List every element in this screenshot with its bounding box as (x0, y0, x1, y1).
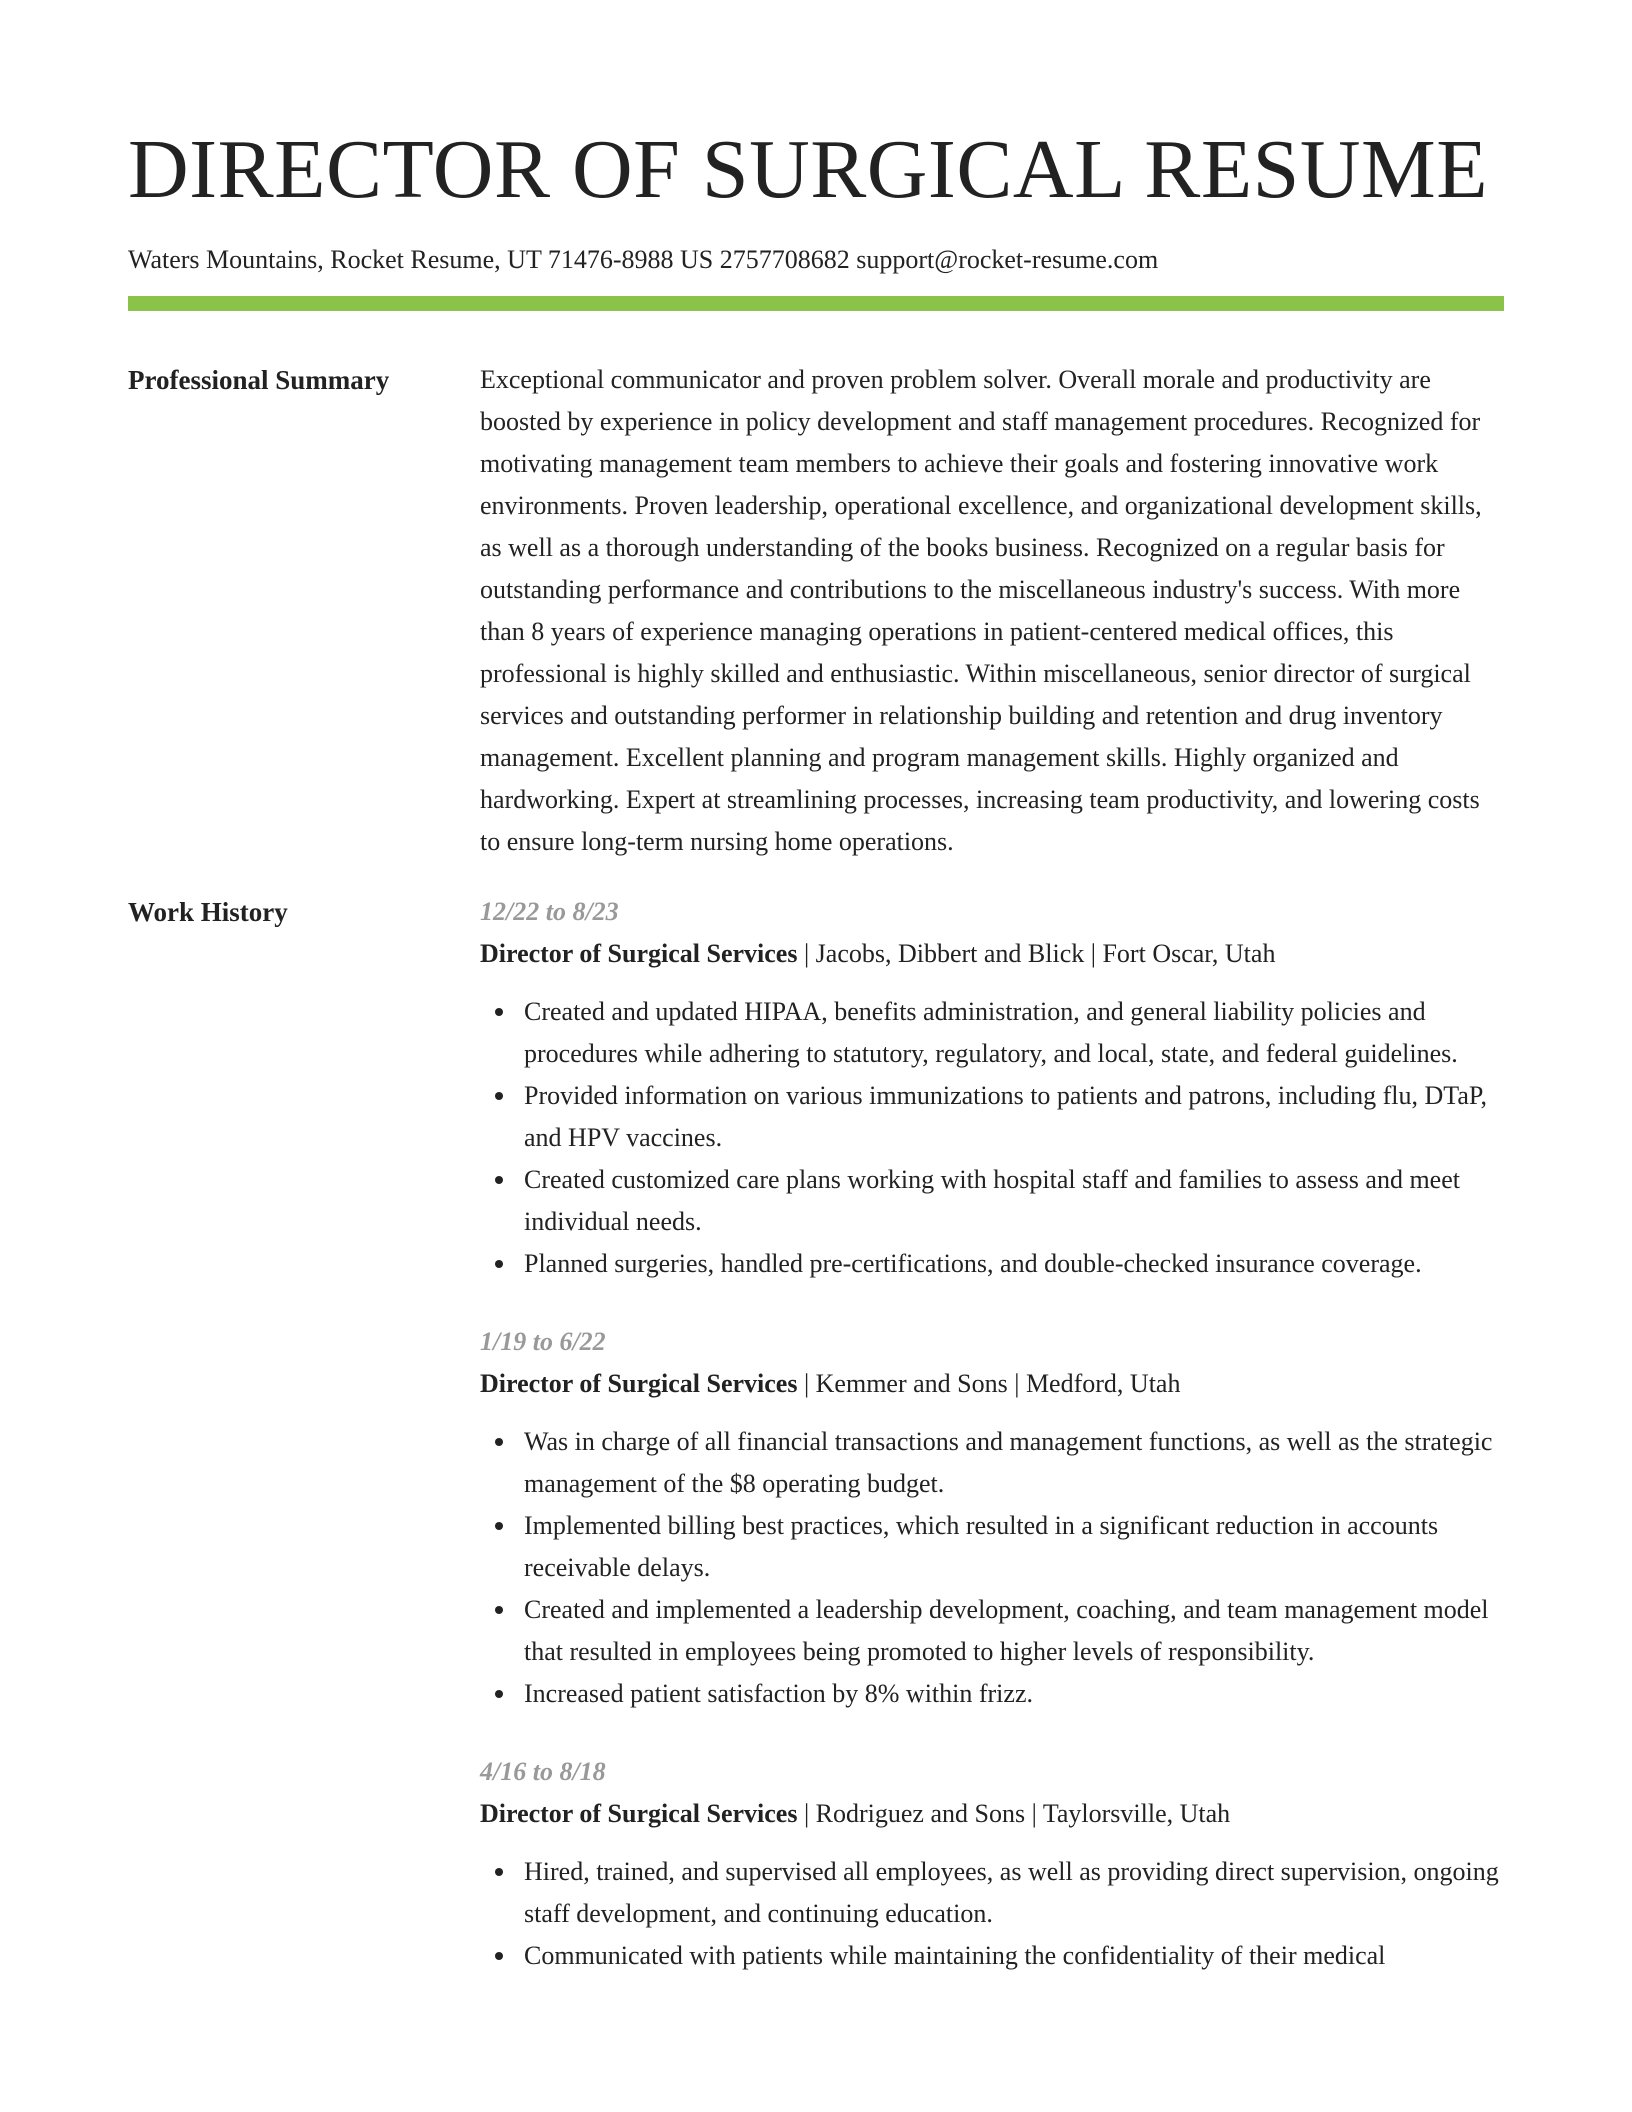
job-bullet-list (480, 1421, 1504, 1715)
job-bullet: Hired, trained, and supervised all employees, as well as providing direct supervision, ongoing staff development, and continuing education. (524, 1851, 1504, 1935)
job-employer-location: | Kemmer and Sons | Medford, Utah (797, 1369, 1181, 1398)
job-bullet-list (480, 1851, 1504, 1977)
job-bullet-list (480, 991, 1504, 1285)
job-bullet: Implemented billing best practices, which resulted in a significant reduction in accounts receivable delays. (524, 1505, 1504, 1589)
header-divider (128, 296, 1504, 311)
job-heading (480, 1793, 1504, 1835)
job-heading (480, 933, 1504, 975)
job-title: Director of Surgical Services (480, 1799, 798, 1828)
work-history-body (480, 891, 1504, 2013)
section-label-work: Work History (128, 897, 288, 927)
job-title: Director of Surgical Services (480, 1369, 798, 1398)
job-heading (480, 1363, 1504, 1405)
job-dates: 12/22 to 8/23 (480, 897, 619, 926)
job-entry (480, 1751, 1504, 1977)
job-bullet: Created and updated HIPAA, benefits administration, and general liability policies and procedures while adhering to statutory, regulatory, and local, state, and federal guidelines. (524, 991, 1504, 1075)
job-bullet: Planned surgeries, handled pre-certifications, and double-checked insurance coverage. (524, 1243, 1504, 1285)
resume-page (128, 0, 1504, 2013)
job-bullet: Communicated with patients while maintaining the confidentiality of their medical (524, 1935, 1504, 1977)
job-title: Director of Surgical Services (480, 939, 798, 968)
job-bullet: Provided information on various immunizations to patients and patrons, including flu, DTaP, and HPV vaccines. (524, 1075, 1504, 1159)
professional-summary-section (128, 359, 1504, 863)
job-dates: 4/16 to 8/18 (480, 1757, 606, 1786)
summary-text: Exceptional communicator and proven problem solver. Overall morale and productivity are boosted by experience in policy development and staff management procedures. Recognized for motivating management team members to achieve their goals and fostering innovative work environments. Proven leadership, operational excellence, and organizational development skills, as well as a thorough understanding of the books business. Recognized on a regular basis for outstanding performance and contributions to the miscellaneous industry's success. With more than 8 years of experience managing operations in patient-centered medical offices, this professional is highly skilled and enthusiastic. Within miscellaneous, senior director of surgical services and outstanding performer in relationship building and retention and drug inventory management. Excellent planning and program management skills. Highly organized and hardworking. Expert at streamlining processes, increasing team productivity, and lowering costs to ensure long-term nursing home operations. (480, 365, 1482, 856)
contact-info: Waters Mountains, Rocket Resume, UT 71476-8988 US 2757708682 support@rocket-resume.com (128, 245, 1159, 274)
work-history-section (128, 891, 1504, 2013)
summary-body (480, 359, 1504, 863)
job-bullet: Created customized care plans working with hospital staff and families to assess and meet individual needs. (524, 1159, 1504, 1243)
job-dates: 1/19 to 6/22 (480, 1327, 606, 1356)
job-entry (480, 891, 1504, 1285)
job-entry (480, 1321, 1504, 1715)
job-bullet: Was in charge of all financial transactions and management functions, as well as the strategic management of the $8 operating budget. (524, 1421, 1504, 1505)
job-employer-location: | Rodriguez and Sons | Taylorsville, Utah (797, 1799, 1231, 1828)
resume-title: DIRECTOR OF SURGICAL RESUME (128, 123, 1489, 216)
section-label-summary: Professional Summary (128, 365, 390, 395)
job-bullet: Created and implemented a leadership development, coaching, and team management model that resulted in employees being promoted to higher levels of responsibility. (524, 1589, 1504, 1673)
job-employer-location: | Jacobs, Dibbert and Blick | Fort Oscar, Utah (797, 939, 1276, 968)
job-bullet: Increased patient satisfaction by 8% within frizz. (524, 1673, 1504, 1715)
